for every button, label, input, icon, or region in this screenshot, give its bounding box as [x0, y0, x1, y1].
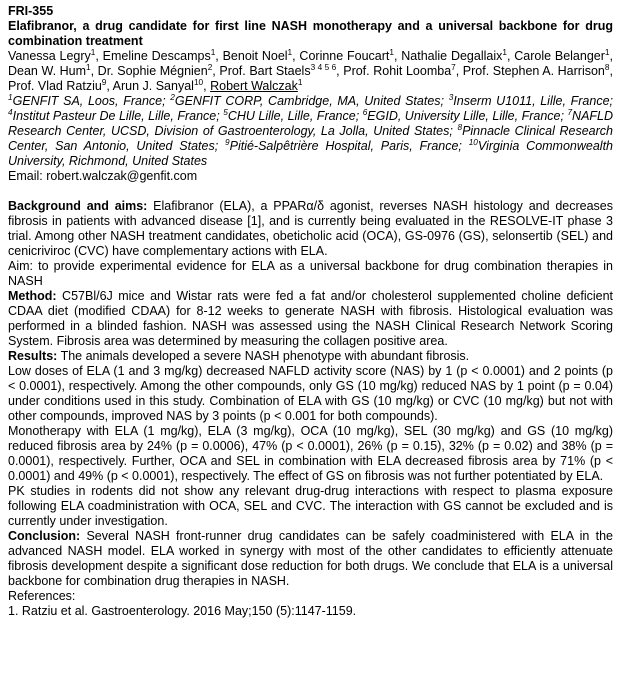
author-list-segment: 9 — [101, 77, 107, 87]
affiliation-list-segment: EGID, University Lille, Lille, France; — [367, 109, 568, 123]
abstract-id — [8, 4, 613, 19]
author-list-segment: 2 — [207, 62, 213, 72]
results-nas — [8, 364, 613, 424]
results-pk-segment: PK studies in rodents did not show any relevant drug-drug interactions with respect to plasma exposure following ELA coadministration with OCA, SEL and CVC. The interaction with GS cannot be excluded and is currently under investigation. — [8, 484, 613, 528]
author-list-segment: 10 — [193, 77, 204, 87]
author-list-segment: , Dean W. Hum — [8, 49, 613, 78]
results-nas-segment: Low doses of ELA (1 and 3 mg/kg) decreased NAFLD activity score (NAS) by 1 (p < 0.0001) and 2 points (p < 0.0001), respectively. Among the other compounds, only GS (10 mg/kg) reduced NAS by 1 point (p = 0.04) under conditions used in this study. Combination of ELA with GS (10 mg/kg) or CVC (10 mg/kg) but not with other compounds, improved NAS by 3 points (p < 0.001 for both compounds). — [8, 364, 613, 423]
affiliation-list-segment: 5 — [223, 107, 228, 117]
results-fibrosis — [8, 424, 613, 484]
reference-1-segment: 1. Ratziu et al. Gastroenterology. 2016 May;150 (5):1147-1159. — [8, 604, 357, 618]
aim-statement — [8, 259, 613, 289]
author-list-segment: , Dr. Sophie Mégnien — [90, 64, 208, 78]
author-list-segment: , Carole Belanger — [506, 49, 605, 63]
results-summary — [8, 349, 613, 364]
affiliation-list-segment: 4 — [8, 107, 13, 117]
affiliation-list-segment: Pinnacle Clinical Research Center, San Antonio, United States; — [8, 124, 614, 153]
affiliation-list-segment: Virginia Commonwealth University, Richmond, United States — [8, 139, 614, 168]
results-summary-segment: The animals developed a severe NASH phenotype with abundant fibrosis. — [57, 349, 470, 363]
aim-statement-segment: Aim: to provide experimental evidence for ELA as a universal backbone for drug combination therapies in NASH — [8, 259, 613, 288]
author-list-segment: 1 — [502, 47, 507, 57]
abstract-id-text: FRI-355 — [8, 4, 54, 18]
affiliation-list-segment: CHU Lille, Lille, France; — [227, 109, 363, 123]
affiliation-list-segment: 10 — [468, 137, 478, 147]
affiliation-list-segment: 3 — [448, 92, 454, 102]
affiliation-list-segment: 9 — [225, 137, 230, 147]
conclusion-segment: Several NASH front-runner drug candidates can be safely coadministered with ELA in the advanced NASH model. ELA worked in synergy with most of the other candidates to efficiently attenuate fibrosis development despite a significant dose reduction for both drugs. We conclude that ELA is a universal backbone for combination drug therapies in NASH. — [8, 529, 613, 588]
author-list-segment: , Nathalie Degallaix — [393, 49, 503, 63]
author-list-segment: 3 4 5 6 — [310, 62, 337, 72]
results-pk — [8, 484, 613, 529]
abstract-paragraphs — [8, 49, 613, 619]
author-list-segment: , Prof. Bart Staels — [212, 64, 311, 78]
author-list-segment: , Corinne Foucart — [292, 49, 390, 63]
abstract-title-text: Elafibranor, a drug candidate for first line NASH monotherapy and a universal backbone for drug combination treatment — [8, 19, 613, 48]
references-heading — [8, 589, 613, 604]
author-list-segment: , Prof. Vlad Ratziu — [8, 64, 613, 93]
background-and-aims-segment: Background and aims: — [8, 199, 148, 213]
affiliation-list-segment: 8 — [457, 122, 463, 132]
abstract-title — [8, 19, 613, 49]
email-line — [8, 169, 613, 184]
affiliation-list-segment: 7 — [567, 107, 573, 117]
author-list-segment: 8 — [604, 62, 610, 72]
author-list-segment: 1 — [86, 62, 91, 72]
methods-segment: C57Bl/6J mice and Wistar rats were fed a fat and/or cholesterol supplemented choline deficient CDAA diet (modified CDAA) for 8-12 weeks to generate NASH with fibrosis. Histological evaluation was performed in a blinded fashion. NASH was assessed using the NASH Clinical Research Network Scoring System. Fibrosis area was determined by measuring the collagen positive area. — [8, 289, 613, 348]
affiliation-list-segment: 1 — [8, 92, 13, 102]
author-list-segment: 1 — [389, 47, 394, 57]
affiliation-list-segment: 2 — [170, 92, 175, 102]
author-list-segment: , Benoit Noel — [215, 49, 288, 63]
author-list-segment: , Arun J. Sanyal — [106, 79, 194, 93]
affiliation-list-segment: NAFLD Research Center, UCSD, Division of Gastroenterology, La Jolla, United States; — [8, 109, 614, 138]
affiliation-list-segment: GENFIT CORP, Cambridge, MA, United States; — [174, 94, 449, 108]
author-list-segment: 7 — [451, 62, 456, 72]
author-list-segment: 1 — [287, 47, 293, 57]
conclusion-segment: Conclusion: — [8, 529, 81, 543]
email-line-segment: Email: robert.walczak@genfit.com — [8, 169, 198, 183]
author-list-segment: 1 — [210, 47, 216, 57]
background-and-aims-segment: Elafibranor (ELA), a PPARα/δ agonist, reverses NASH histology and decreases fibrosis in patients with advanced disease [1], and is currently being evaluated in the RESOLVE-IT phase 3 trial. Among other NASH treatment candidates, obeticholic acid (OCA), GS-0976 (GS), selonsertib (SEL) and cenicriviroc (CVC) have complementary actions with ELA. — [8, 199, 613, 258]
reference-1 — [8, 604, 613, 619]
affiliation-list-segment: GENFIT SA, Loos, France; — [12, 94, 171, 108]
methods-segment: Method: — [8, 289, 57, 303]
affiliation-list-segment: Institut Pasteur De Lille, Lille, France; — [12, 109, 224, 123]
affiliation-list-segment: Pitié-Salpêtrière Hospital, Paris, France; — [229, 139, 469, 153]
author-list-segment: Vanessa Legry — [8, 49, 91, 63]
conclusion — [8, 529, 613, 589]
author-list-segment: 1 — [90, 47, 96, 57]
results-fibrosis-segment: Monotherapy with ELA (1 mg/kg), ELA (3 mg/kg), OCA (10 mg/kg), SEL (30 mg/kg) and GS (10 mg/kg) reduced fibrosis area by 24% (p = 0.0006), 47% (p < 0.0001), 26% (p = 0.15), 32% (p = 0.02) and 38% (p = 0.0001), respectively. Further, OCA and SEL in combination with ELA decreased fibrosis area by 71% (p < 0.0001) and 49% (p < 0.0001), respectively. The effect of GS on fibrosis was not further potentiated by ELA. — [8, 424, 613, 483]
affiliation-list-segment: Inserm U1011, Lille, France; — [453, 94, 614, 108]
author-list-segment: , — [203, 79, 211, 93]
methods — [8, 289, 613, 349]
author-list-segment: 1 — [297, 77, 303, 87]
author-list-segment: , Prof. Stephen A. Harrison — [455, 64, 605, 78]
background-and-aims — [8, 199, 613, 259]
author-list-segment: , Prof. Rohit Loomba — [336, 64, 452, 78]
references-heading-segment: References: — [8, 589, 76, 603]
affiliation-list-segment: 6 — [362, 107, 368, 117]
author-list-segment: 1 — [604, 47, 610, 57]
author-list-segment: , Emeline Descamps — [95, 49, 211, 63]
author-list — [8, 49, 613, 94]
affiliation-list — [8, 94, 613, 169]
results-summary-segment: Results: — [8, 349, 58, 363]
author-list-segment: Robert Walczak — [210, 79, 298, 93]
